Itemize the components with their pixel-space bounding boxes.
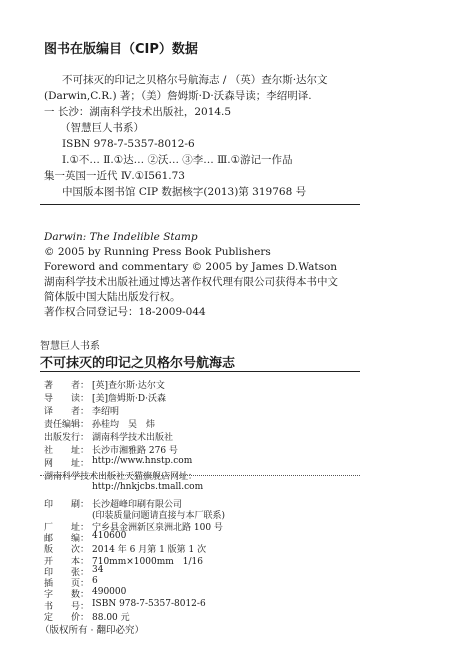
tmall-store-label: 湖南科学技术出版社天猫旗舰店网址： <box>44 472 198 482</box>
colophon-label: 开 本： <box>44 556 90 567</box>
copyright-line-1: © 2005 by Running Press Book Publishers <box>44 246 271 258</box>
colophon-label: 插 页： <box>44 579 90 590</box>
copyright-line-4: 简体版中国大陆出版发行权。 <box>44 291 181 303</box>
colophon-label: 字 数： <box>44 590 90 601</box>
copyright-line-3: 湖南科学技术出版社通过博达著作权代理有限公司获得本书中文 <box>44 276 338 288</box>
colophon-value: 490000 <box>92 587 127 598</box>
colophon-value: 孙桂均 吴 炜 <box>92 420 156 430</box>
colophon-label: 书 号： <box>44 601 90 612</box>
colophon-value: 2014 年 6 月第 1 版第 1 次 <box>92 545 207 556</box>
cip-line-isbn: ISBN 978-7-5357-8012-6 <box>62 138 195 150</box>
colophon-value: 李绍明 <box>92 407 120 417</box>
colophon-value: 88.00 元 <box>92 613 130 623</box>
colophon-label: 印 刷： <box>44 500 90 510</box>
colophon-value: 长沙市湘雅路 276 号 <box>92 446 178 456</box>
colophon-label: 版 次： <box>44 545 90 556</box>
original-title: Darwin: The Indelible Stamp <box>44 231 198 243</box>
colophon-label: 出版发行： <box>44 433 90 443</box>
colophon-label: 邮 编： <box>44 533 90 544</box>
colophon-label: 译 者： <box>44 407 90 417</box>
colophon-label: 网 址： <box>44 459 90 469</box>
cip-line-3: 一 长沙：湖南科学技术出版社，2014.5 <box>44 106 232 118</box>
cip-line-2: (Darwin,C.R.) 著；（美）詹姆斯·D·沃森导读；李绍明译. <box>44 90 312 102</box>
colophon-value: (印装质量问题请直接与本厂联系) <box>92 511 226 522</box>
colophon-value: 宁乡县金洲新区泉洲北路 100 号 <box>92 522 223 533</box>
rights-notice: （版权所有 · 翻印必究） <box>40 625 145 636</box>
colophon-label: 印 张： <box>44 567 90 578</box>
colophon-value: [美]詹姆斯·D·沃森 <box>92 394 166 404</box>
cip-line-classification: Ⅰ.①不… Ⅱ.①达… ②沃… ③李… Ⅲ.①游记一作品 <box>62 154 293 166</box>
cip-line-4: （智慧巨人书系） <box>60 122 144 134</box>
cip-heading: 图书在版编目（CIP）数据 <box>44 42 198 57</box>
colophon-label: 著 者： <box>44 381 90 391</box>
colophon-value: ISBN 978-7-5357-8012-6 <box>92 598 206 609</box>
colophon-value: 34 <box>92 564 104 575</box>
colophon-value: http://www.hnstp.com <box>92 456 193 466</box>
colophon-label: 定 价： <box>44 613 90 623</box>
book-title: 不可抹灭的印记之贝格尔号航海志 <box>40 356 236 371</box>
colophon-dotted-divider <box>40 475 360 476</box>
colophon-label: 厂 址： <box>44 522 90 533</box>
colophon-value: 410600 <box>92 530 127 541</box>
cip-divider <box>40 204 360 205</box>
copyright-line-2: Foreword and commentary © 2005 by James D.Watson <box>44 261 338 273</box>
colophon-value: 6 <box>92 576 98 587</box>
cip-line-classification-cont: 集一英国一近代 Ⅳ.①I561.73 <box>44 170 185 182</box>
title-rule <box>40 371 360 372</box>
series-name: 智慧巨人书系 <box>40 341 100 352</box>
colophon-value: [英]查尔斯·达尔文 <box>92 381 165 391</box>
colophon-value: 长沙超峰印刷有限公司 <box>92 500 183 510</box>
cip-line-1: 不可抹灭的印记之贝格尔号航海志 / （英）查尔斯·达尔文 <box>62 74 328 86</box>
cip-line-data-number: 中国版本图书馆 CIP 数据核字(2013)第 319768 号 <box>62 186 307 198</box>
copyright-registration: 著作权合同登记号：18-2009-044 <box>44 306 206 318</box>
colophon-label: 责任编辑： <box>44 420 90 430</box>
colophon-label: 社 址： <box>44 446 90 456</box>
tmall-store-url: http://hnkjcbs.tmall.com <box>92 482 204 492</box>
colophon-value: 710mm×1000mm 1/16 <box>92 556 203 567</box>
colophon-label: 导 读： <box>44 394 90 404</box>
colophon-value: 湖南科学技术出版社 <box>92 433 174 443</box>
